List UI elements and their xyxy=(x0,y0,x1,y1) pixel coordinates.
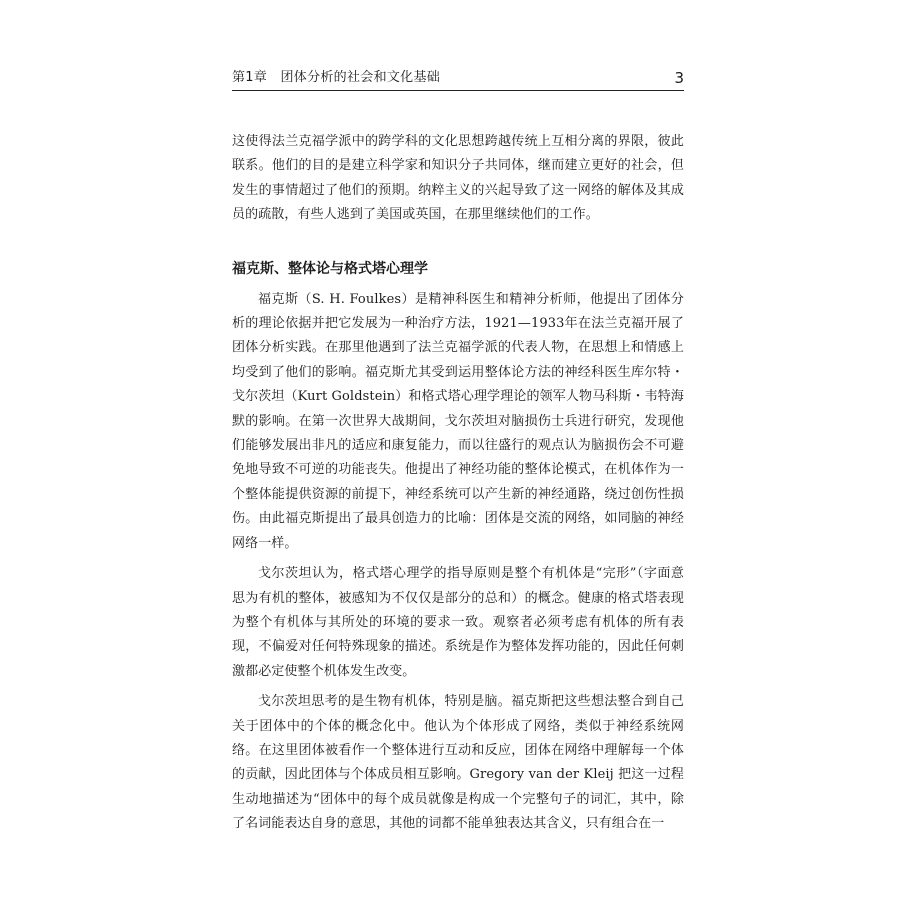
running-header xyxy=(232,68,684,91)
paragraph-1: 这使得法兰克福学派中的跨学科的文化思想跨越传统上互相分离的界限，彼此联系。他们的目的是建立科学家和知识分子共同体，继而建立更好的社会，但发生的事情超过了他们的预期。纳粹主义的兴起导致了这一网络的解体及其成员的疏散，有些人逃到了美国或英国，在那里继续他们的工作。 xyxy=(232,134,684,223)
chapter-title: 第1章 团体分析的社会和文化基础 xyxy=(232,70,441,85)
paragraph-3: 戈尔茨坦认为，格式塔心理学的指导原则是整个有机体是“完形”（字面意思为有机的整体，被感知为不仅仅是部分的总和）的概念。健康的格式塔表现为整个有机体与其所处的环境的要求一致。观察者必须考虑有机体的所有表现，不偏爱对任何特殊现象的描述。系统是作为整体发挥功能的，因此任何刺激都必定使整个机体发生改变。 xyxy=(232,566,684,679)
paragraph-2: 福克斯（S. H. Foulkes）是精神科医生和精神分析师，他提出了团体分析的理论依据并把它发展为一种治疗方法，1921—1933年在法兰克福开展了团体分析实践。在那里他遇到了法兰克福学派的代表人物，在思想上和情感上均受到了他们的影响。福克斯尤其受到运用整体论方法的神经科医生库尔特・戈尔茨坦（Kurt Goldstein）和格式塔心理学理论的领军人物马科斯・韦特海默的影响。在第一次世界大战期间，戈尔茨坦对脑损伤士兵进行研究，发现他们能够发展出非凡的适应和康复能力，而以往盛行的观点认为脑损伤会不可避免地导致不可逆的功能丧失。他提出了神经功能的整体论模式，在机体作为一个整体能提供资源的前提下，神经系统可以产生新的神经通路，绕过创伤性损伤。由此福克斯提出了最具创造力的比喻：团体是交流的网络，如同脑的神经网络一样。 xyxy=(232,291,684,551)
section-heading: 福克斯、整体论与格式塔心理学 xyxy=(232,260,428,277)
body-text xyxy=(232,130,684,837)
page-number: 3 xyxy=(674,69,684,87)
paragraph-4: 戈尔茨坦思考的是生物有机体，特别是脑。福克斯把这些想法整合到自己关于团体中的个体的概念化中。他认为个体形成了网络，类似于神经系统网络。在这里团体被看作一个整体进行互动和反应，团体在网络中理解每一个体的贡献，因此团体与个体成员相互影响。Gregory van der Kleij 把这一过程生动地描述为“团体中的每个成员就像是构成一个完整句子的词汇，其中，除了名词能表达自身的意思，其他的词都不能单独表达其含义，只有组合在一 xyxy=(232,694,684,832)
